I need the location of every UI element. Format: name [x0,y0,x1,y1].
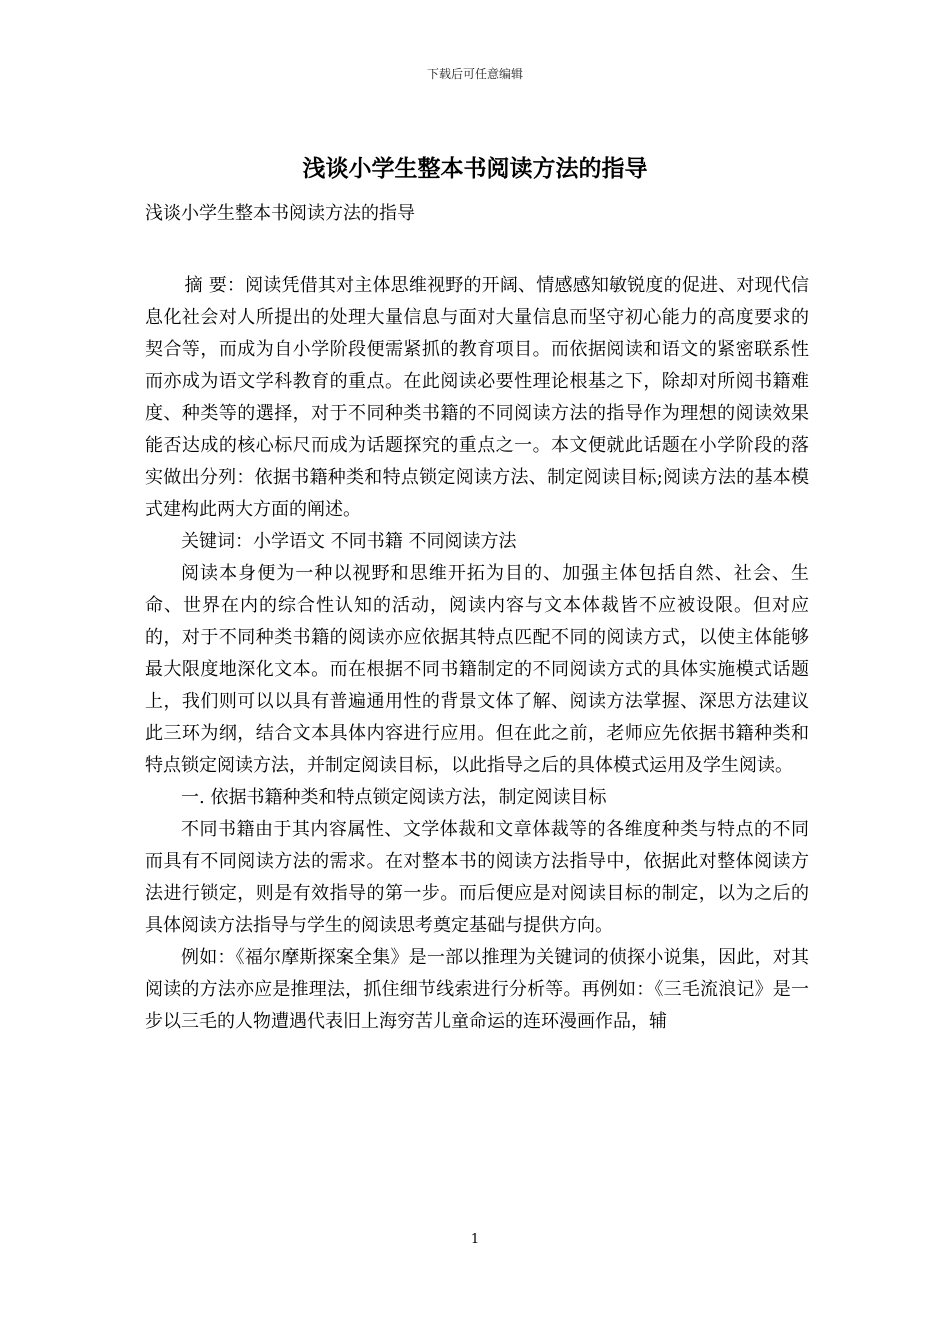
body-paragraph: 例如：《福尔摩斯探案全集》是一部以推理为关键词的侦探小说集，因此，对其阅读的方法亦应是推理法，抓住细节线索进行分析等。再例如：《三毛流浪记》是一步以三毛的人物遭遇代表旧上海穷苦儿童命运的连环漫画作品，辅 [145,947,809,1032]
body-paragraph: 不同书籍由于其内容属性、文学体裁和文章体裁等的各维度种类与特点的不同而具有不同阅读方法的需求。在对整本书的阅读方法指导中，依据此对整体阅读方法进行锁定，则是有效指导的第一步。而后便应是对阅读目标的制定，以为之后的具体阅读方法指导与学生的阅读思考奠定基础与提供方向。 [145,819,809,936]
document-body [145,270,809,1038]
document-subtitle: 浅谈小学生整本书阅读方法的指导 [145,203,415,224]
page-number: 1 [470,1232,480,1247]
body-paragraph: 阅读本身便为一种以视野和思维开拓为目的、加强主体包括自然、社会、生命、世界在内的综合性认知的活动，阅读内容与文本体裁皆不应被设限。但对应的，对于不同种类书籍的阅读亦应依据其特点匹配不同的阅读方式，以使主体能够最大限度地深化文本。而在根据不同书籍制定的不同阅读方式的具体实施模式话题上，我们则可以以具有普遍通用性的背景文体了解、阅读方法掌握、深思方法建议此三环为纲，结合文本具体内容进行应用。但在此之前，老师应先依据书籍种类和特点锁定阅读方法，并制定阅读目标，以此指导之后的具体模式运用及学生阅读。 [145,563,809,776]
document-title: 浅谈小学生整本书阅读方法的指导 [302,156,648,182]
keywords-line: 关键词：小学语文 不同书籍 不同阅读方法 [181,531,517,552]
abstract-paragraph: 摘 要：阅读凭借其对主体思维视野的开阔、情感感知敏锐度的促进、对现代信息化社会对人所提出的处理大量信息与面对大量信息而坚守初心能力的高度要求的契合等，而成为自小学阶段便需紧抓的教育项目。而依据阅读和语文的紧密联系性而亦成为语文学科教育的重点。在此阅读必要性理论根基之下，除却对所阅书籍难度、种类等的選择，对于不同种类书籍的不同阅读方法的指导作为理想的阅读效果能否达成的核心标尺而成为话题探究的重点之一。本文便就此话题在小学阶段的落实做出分列：依据书籍种类和特点锁定阅读方法、制定阅读目标;阅读方法的基本模式建构此两大方面的阐述。 [145,275,809,520]
header-note: 下载后可任意编辑 [426,67,523,81]
section-heading: 一. 依据书籍种类和特点锁定阅读方法，制定阅读目标 [181,787,607,808]
